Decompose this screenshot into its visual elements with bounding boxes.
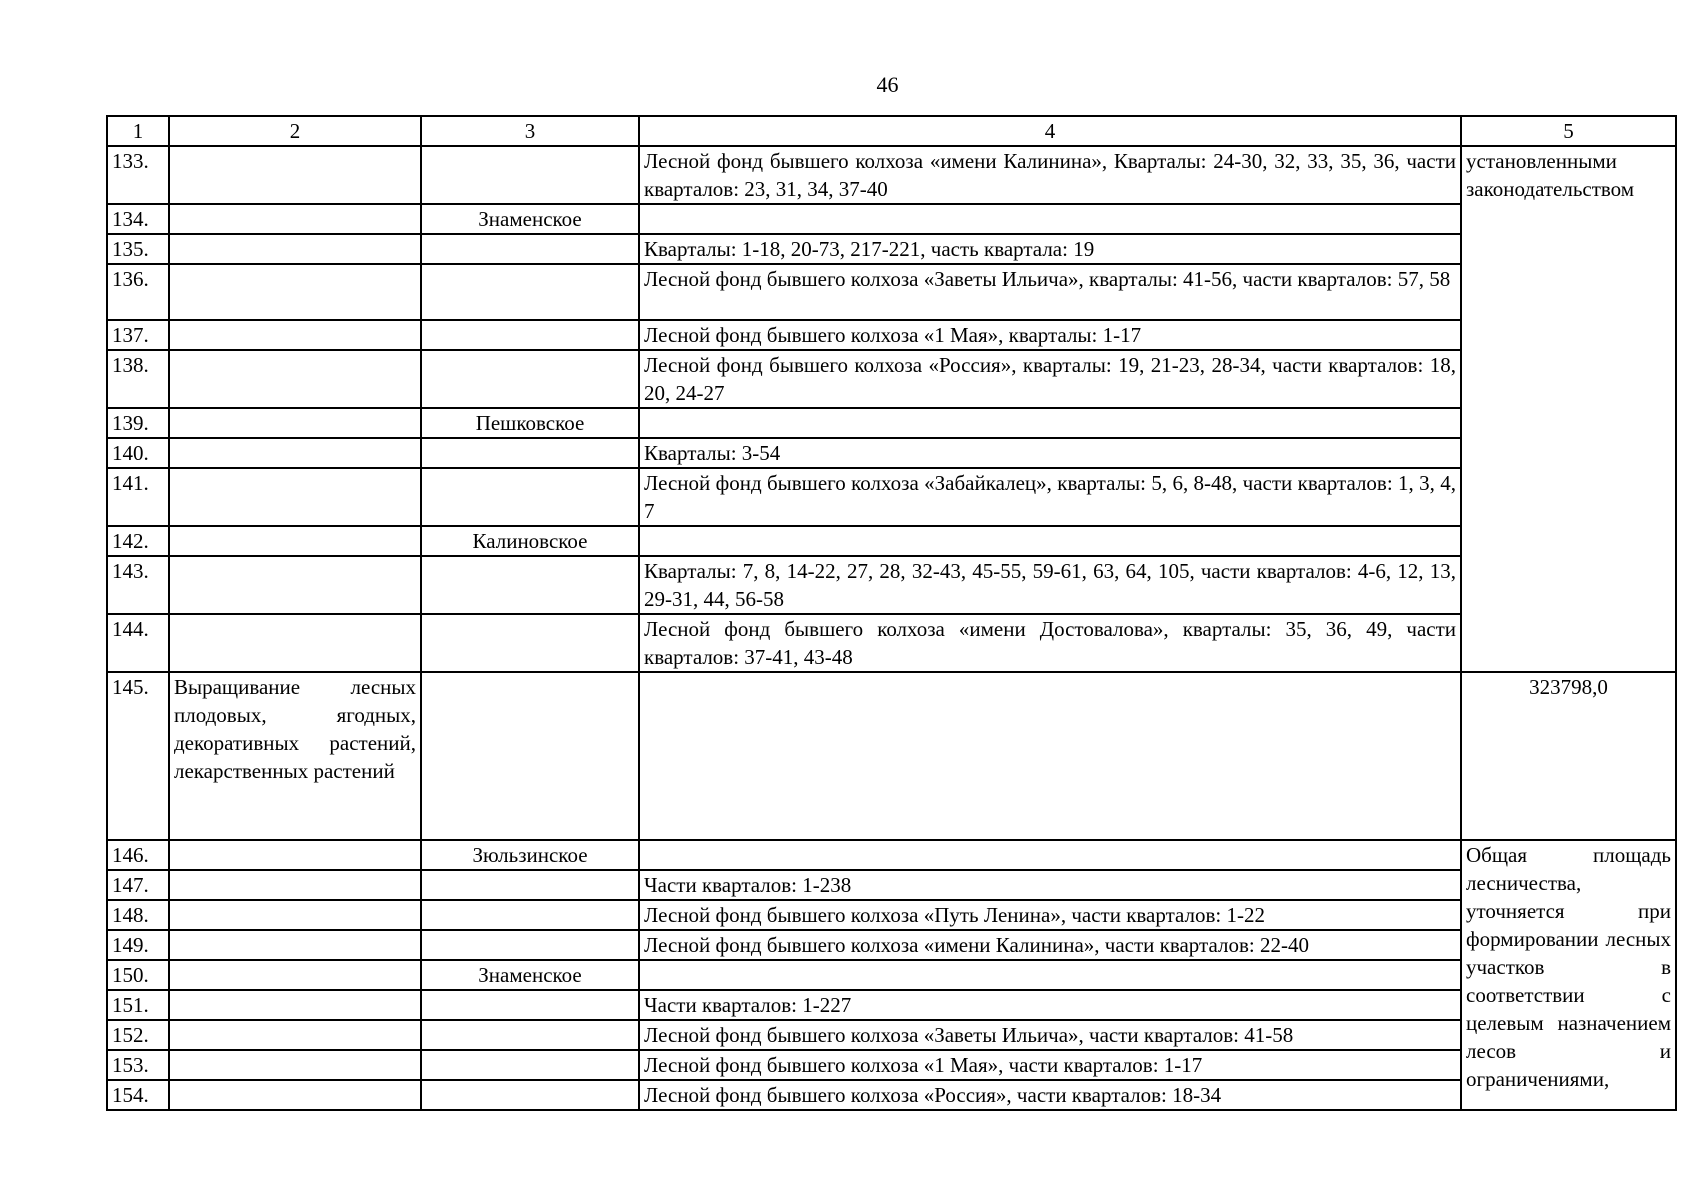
table-row <box>107 870 1676 900</box>
table-row <box>107 672 1676 840</box>
cell-col-4: Лесной фонд бывшего колхоза «Заветы Ильича», кварталы: 41-56, части кварталов: 57, 58 <box>639 264 1461 320</box>
cell-col-4: Лесной фонд бывшего колхоза «1 Мая», части кварталов: 1-17 <box>639 1050 1461 1080</box>
cell-col-3 <box>421 1080 639 1110</box>
row-number: 152. <box>107 1020 169 1050</box>
cell-col-3 <box>421 146 639 204</box>
cell-col-4 <box>639 840 1461 870</box>
header-col-5: 5 <box>1461 116 1676 146</box>
row-number: 143. <box>107 556 169 614</box>
row-number: 138. <box>107 350 169 408</box>
cell-col-3 <box>421 234 639 264</box>
table-row <box>107 990 1676 1020</box>
cell-col-4: Лесной фонд бывшего колхоза «1 Мая», кварталы: 1-17 <box>639 320 1461 350</box>
row-number: 141. <box>107 468 169 526</box>
header-col-2: 2 <box>169 116 421 146</box>
cell-col-2 <box>169 556 421 614</box>
cell-col-3 <box>421 990 639 1020</box>
cell-col-3 <box>421 930 639 960</box>
row-number: 148. <box>107 900 169 930</box>
cell-col-2 <box>169 234 421 264</box>
cell-col-4: Части кварталов: 1-238 <box>639 870 1461 900</box>
cell-col-3: Калиновское <box>421 526 639 556</box>
cell-col-4: Части кварталов: 1-227 <box>639 990 1461 1020</box>
table-row <box>107 930 1676 960</box>
cell-col-2 <box>169 840 421 870</box>
cell-col-2 <box>169 320 421 350</box>
header-col-4: 4 <box>639 116 1461 146</box>
table-row <box>107 204 1676 234</box>
cell-col-4 <box>639 526 1461 556</box>
cell-col-2: Выращивание лесных плодовых, ягодных, декоративных растений, лекарственных растений <box>169 672 421 840</box>
table-row <box>107 438 1676 468</box>
table-row <box>107 264 1676 320</box>
cell-col-3 <box>421 870 639 900</box>
cell-col-4: Кварталы: 1-18, 20-73, 217-221, часть квартала: 19 <box>639 234 1461 264</box>
header-row <box>107 116 1676 146</box>
table-row <box>107 408 1676 438</box>
table-row <box>107 1020 1676 1050</box>
cell-col-4: Лесной фонд бывшего колхоза «Россия», части кварталов: 18-34 <box>639 1080 1461 1110</box>
cell-col-2 <box>169 408 421 438</box>
table-row <box>107 526 1676 556</box>
cell-col-2 <box>169 990 421 1020</box>
cell-col-2 <box>169 960 421 990</box>
row-number: 142. <box>107 526 169 556</box>
table-row <box>107 960 1676 990</box>
table-row <box>107 1050 1676 1080</box>
table-row <box>107 468 1676 526</box>
cell-col-4: Кварталы: 3-54 <box>639 438 1461 468</box>
table-row <box>107 556 1676 614</box>
cell-col-4 <box>639 204 1461 234</box>
cell-col-2 <box>169 870 421 900</box>
cell-col-3 <box>421 556 639 614</box>
cell-col-3 <box>421 1020 639 1050</box>
cell-col-4: Лесной фонд бывшего колхоза «Россия», кварталы: 19, 21-23, 28-34, части кварталов: 18, 20, 24-27 <box>639 350 1461 408</box>
table-row <box>107 146 1676 204</box>
cell-col-2 <box>169 1050 421 1080</box>
cell-col-4: Лесной фонд бывшего колхоза «имени Калинина», Кварталы: 24-30, 32, 33, 35, 36, части кварталов: 23, 31, 34, 37-40 <box>639 146 1461 204</box>
cell-col-2 <box>169 1020 421 1050</box>
row-number: 135. <box>107 234 169 264</box>
cell-col-3 <box>421 672 639 840</box>
page-number: 46 <box>876 72 899 97</box>
table-row <box>107 900 1676 930</box>
cell-col-3 <box>421 264 639 320</box>
table-row <box>107 840 1676 870</box>
cell-col-2 <box>169 438 421 468</box>
table-row <box>107 234 1676 264</box>
cell-col-2 <box>169 146 421 204</box>
header-col-1: 1 <box>107 116 169 146</box>
cell-col-4 <box>639 960 1461 990</box>
row-number: 147. <box>107 870 169 900</box>
cell-col-2 <box>169 264 421 320</box>
table-row <box>107 614 1676 672</box>
cell-col-3: Знаменское <box>421 204 639 234</box>
table-row <box>107 320 1676 350</box>
header-col-3: 3 <box>421 116 639 146</box>
cell-col-3 <box>421 1050 639 1080</box>
cell-col-2 <box>169 204 421 234</box>
row-number: 139. <box>107 408 169 438</box>
row-number: 154. <box>107 1080 169 1110</box>
cell-col-4: Лесной фонд бывшего колхоза «Забайкалец», кварталы: 5, 6, 8-48, части кварталов: 1, 3, 4, 7 <box>639 468 1461 526</box>
table-row <box>107 350 1676 408</box>
cell-col-4: Лесной фонд бывшего колхоза «Путь Ленина», части кварталов: 1-22 <box>639 900 1461 930</box>
cell-col-3 <box>421 320 639 350</box>
row-number: 146. <box>107 840 169 870</box>
cell-col-4: Кварталы: 7, 8, 14-22, 27, 28, 32-43, 45-55, 59-61, 63, 64, 105, части кварталов: 4-6, 12, 13, 29-31, 44, 56-58 <box>639 556 1461 614</box>
cell-col-3 <box>421 350 639 408</box>
row-number: 133. <box>107 146 169 204</box>
row-number: 149. <box>107 930 169 960</box>
cell-col-5-bottom: Общая площадь лесничества, уточняется при формировании лесных участков в соответствии с целевым назначением лесов и ограничениями, <box>1461 840 1676 1110</box>
cell-col-3 <box>421 468 639 526</box>
row-number: 151. <box>107 990 169 1020</box>
cell-col-2 <box>169 350 421 408</box>
cell-col-2 <box>169 468 421 526</box>
cell-col-2 <box>169 526 421 556</box>
cell-col-2 <box>169 614 421 672</box>
cell-col-3: Пешковское <box>421 408 639 438</box>
cell-col-3: Знаменское <box>421 960 639 990</box>
cell-col-2 <box>169 930 421 960</box>
cell-col-3 <box>421 900 639 930</box>
cell-col-2 <box>169 1080 421 1110</box>
row-number: 137. <box>107 320 169 350</box>
cell-col-4 <box>639 408 1461 438</box>
cell-col-3 <box>421 438 639 468</box>
row-number: 134. <box>107 204 169 234</box>
cell-col-4: Лесной фонд бывшего колхоза «имени Достовалова», кварталы: 35, 36, 49, части кварталов: 37-41, 43-48 <box>639 614 1461 672</box>
cell-col-5-value: 323798,0 <box>1461 672 1676 840</box>
cell-col-2 <box>169 900 421 930</box>
cell-col-4: Лесной фонд бывшего колхоза «Заветы Ильича», части кварталов: 41-58 <box>639 1020 1461 1050</box>
row-number: 145. <box>107 672 169 840</box>
cell-col-4: Лесной фонд бывшего колхоза «имени Калинина», части кварталов: 22-40 <box>639 930 1461 960</box>
row-number: 136. <box>107 264 169 320</box>
cell-col-4 <box>639 672 1461 840</box>
forest-table <box>106 115 1677 1111</box>
cell-col-5-top: установленными законодательством <box>1461 146 1676 672</box>
row-number: 144. <box>107 614 169 672</box>
cell-col-3 <box>421 614 639 672</box>
row-number: 150. <box>107 960 169 990</box>
cell-col-3: Зюльзинское <box>421 840 639 870</box>
table-row <box>107 1080 1676 1110</box>
row-number: 140. <box>107 438 169 468</box>
row-number: 153. <box>107 1050 169 1080</box>
